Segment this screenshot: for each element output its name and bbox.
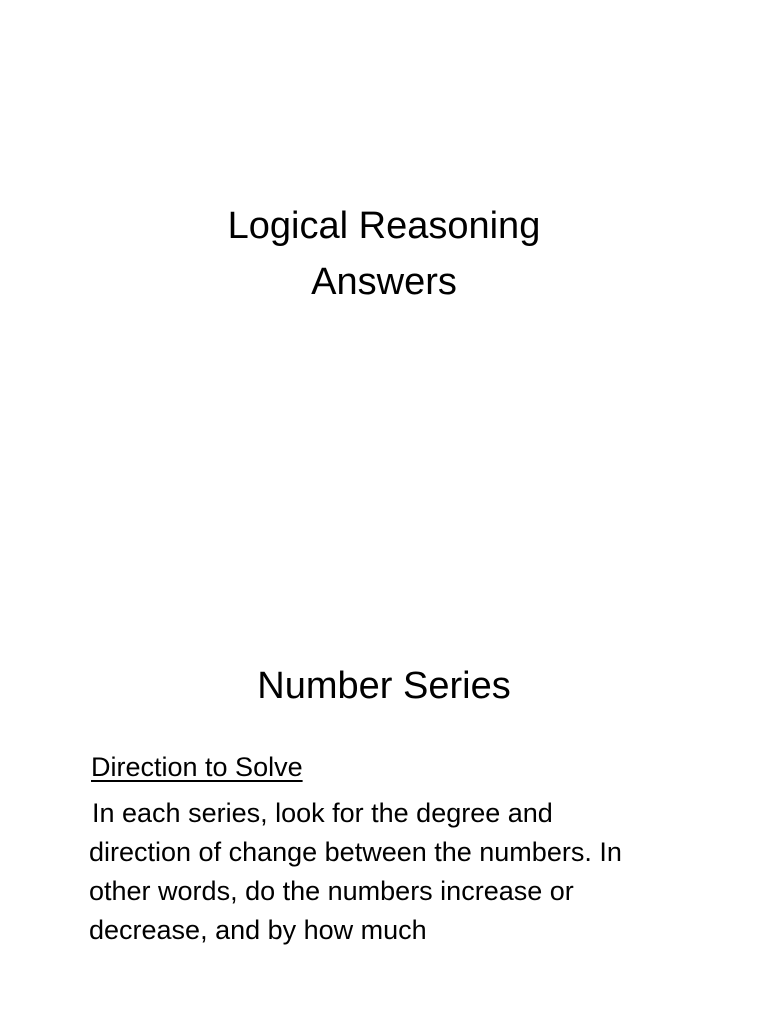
body-line-4: decrease, and by how much xyxy=(89,915,427,945)
body-line-2: direction of change between the numbers. In xyxy=(89,837,622,867)
number-series-slide xyxy=(0,512,768,1024)
slide-title-line-2: Answers xyxy=(311,261,457,303)
section-title: Number Series xyxy=(257,665,511,707)
slide-title-line-1: Logical Reasoning xyxy=(227,205,541,247)
direction-body xyxy=(89,794,719,950)
body-line-3: other words, do the numbers increase or xyxy=(89,876,574,906)
body-line-1: In each series, look for the degree and xyxy=(92,798,553,828)
slide-title xyxy=(0,198,768,310)
direction-label: Direction to Solve xyxy=(91,752,303,782)
